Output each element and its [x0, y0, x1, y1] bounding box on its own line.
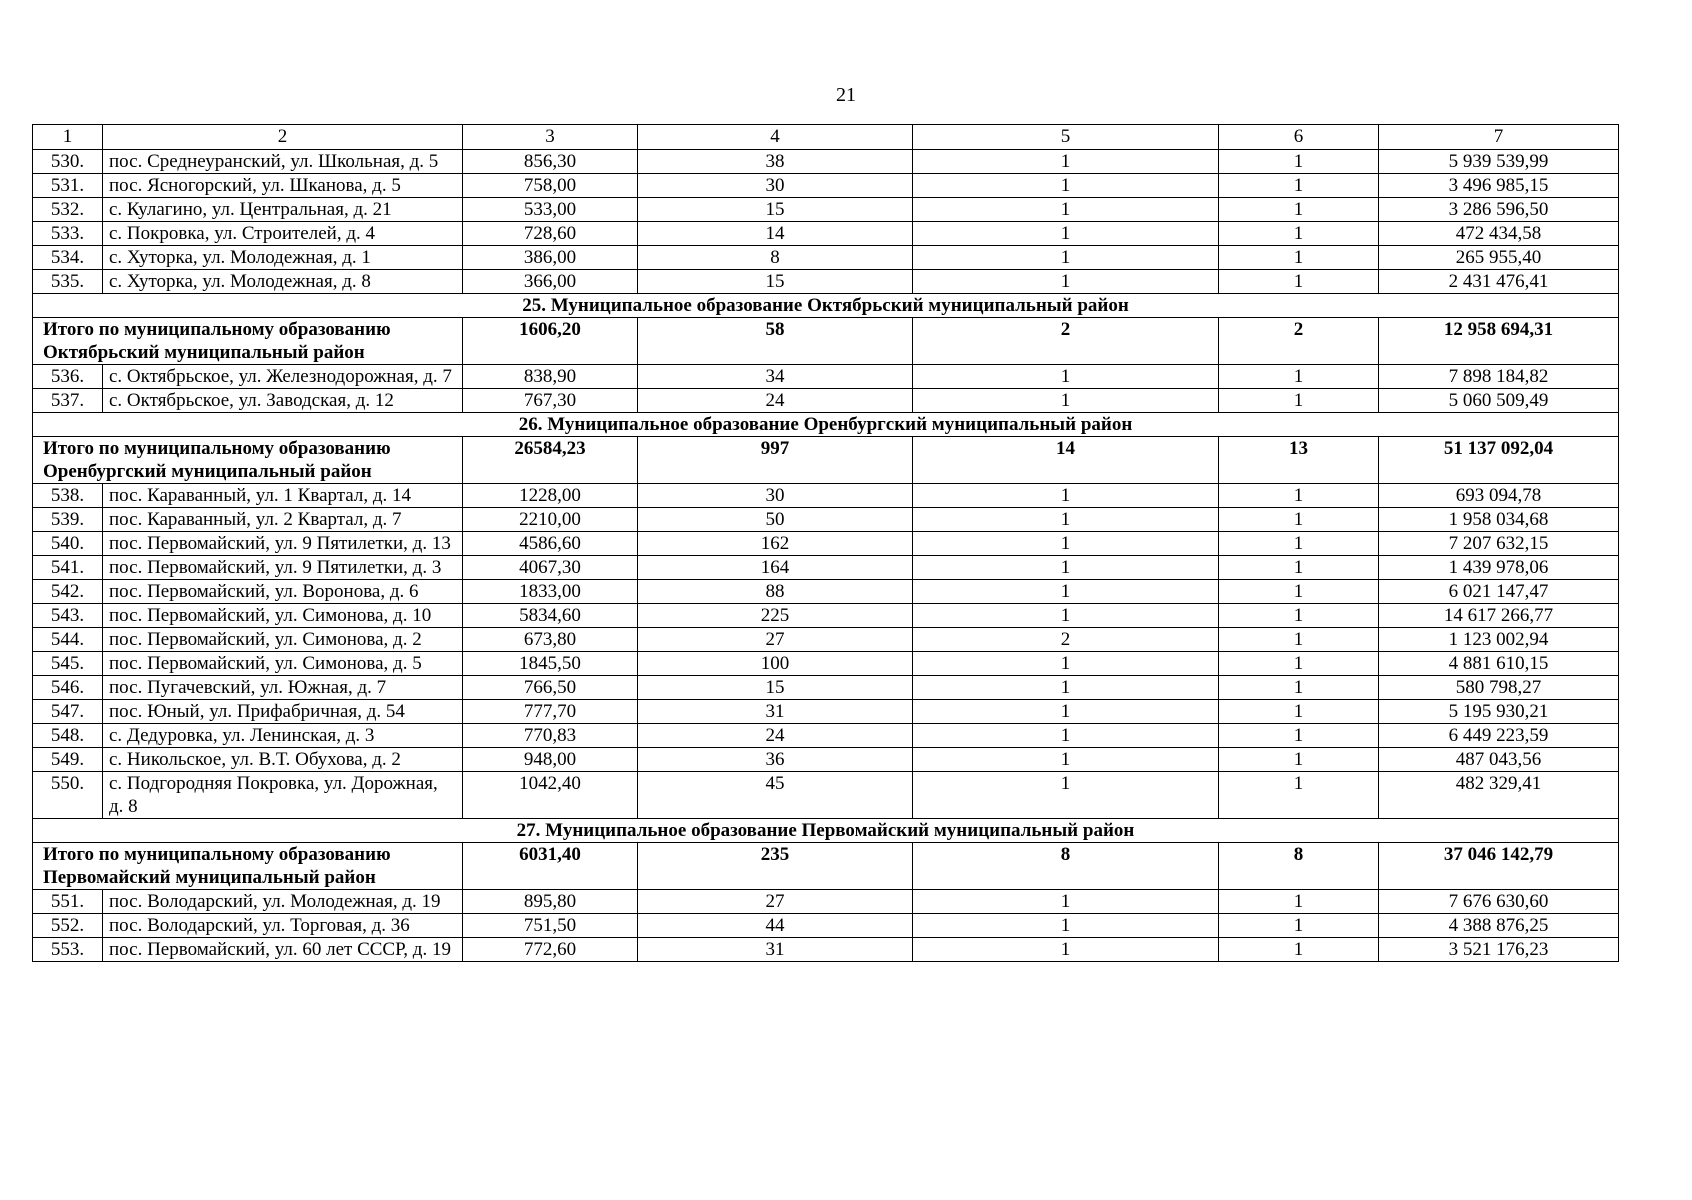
row-col5: 1 [913, 150, 1219, 174]
row-number: 538. [33, 484, 103, 508]
row-area: 4067,30 [463, 556, 638, 580]
table-body [33, 150, 1619, 962]
row-area: 895,80 [463, 890, 638, 914]
row-address: с. Дедуровка, ул. Ленинская, д. 3 [103, 724, 463, 748]
row-area: 758,00 [463, 174, 638, 198]
row-residents: 30 [638, 174, 913, 198]
row-residents: 36 [638, 748, 913, 772]
total-residents: 997 [638, 437, 913, 484]
row-area: 948,00 [463, 748, 638, 772]
row-address: пос. Первомайский, ул. 60 лет СССР, д. 19 [103, 938, 463, 962]
row-col6: 1 [1219, 700, 1379, 724]
table-row [33, 914, 1619, 938]
total-amount: 12 958 694,31 [1379, 318, 1619, 365]
row-col5: 1 [913, 890, 1219, 914]
row-amount: 5 060 509,49 [1379, 389, 1619, 413]
row-residents: 15 [638, 270, 913, 294]
row-address: пос. Первомайский, ул. Симонова, д. 2 [103, 628, 463, 652]
row-address: с. Хуторка, ул. Молодежная, д. 8 [103, 270, 463, 294]
row-address: с. Никольское, ул. В.Т. Обухова, д. 2 [103, 748, 463, 772]
row-col5: 1 [913, 246, 1219, 270]
row-col5: 1 [913, 484, 1219, 508]
row-amount: 6 021 147,47 [1379, 580, 1619, 604]
row-amount: 7 207 632,15 [1379, 532, 1619, 556]
row-col5: 1 [913, 676, 1219, 700]
row-address: с. Хуторка, ул. Молодежная, д. 1 [103, 246, 463, 270]
section-title: 26. Муниципальное образование Оренбургский муниципальный район [33, 413, 1619, 437]
column-header: 6 [1219, 125, 1379, 150]
row-col6: 1 [1219, 748, 1379, 772]
total-label: Итого по муниципальному образованию Первомайский муниципальный район [33, 843, 463, 890]
row-address: пос. Первомайский, ул. Воронова, д. 6 [103, 580, 463, 604]
row-address: пос. Ясногорский, ул. Шканова, д. 5 [103, 174, 463, 198]
table-row [33, 700, 1619, 724]
row-col5: 1 [913, 604, 1219, 628]
table-row [33, 772, 1619, 819]
row-amount: 1 439 978,06 [1379, 556, 1619, 580]
row-residents: 30 [638, 484, 913, 508]
table-row [33, 389, 1619, 413]
row-residents: 45 [638, 772, 913, 819]
table-row [33, 652, 1619, 676]
row-area: 1833,00 [463, 580, 638, 604]
row-col6: 1 [1219, 150, 1379, 174]
row-amount: 7 898 184,82 [1379, 365, 1619, 389]
row-col6: 1 [1219, 676, 1379, 700]
total-area: 1606,20 [463, 318, 638, 365]
total-area: 26584,23 [463, 437, 638, 484]
page-number: 21 [836, 84, 856, 106]
row-residents: 100 [638, 652, 913, 676]
row-residents: 50 [638, 508, 913, 532]
total-col5: 8 [913, 843, 1219, 890]
row-amount: 482 329,41 [1379, 772, 1619, 819]
total-col5: 2 [913, 318, 1219, 365]
row-residents: 27 [638, 628, 913, 652]
row-col5: 1 [913, 222, 1219, 246]
table-row [33, 748, 1619, 772]
total-row [33, 843, 1619, 890]
row-address: пос. Юный, ул. Прифабричная, д. 54 [103, 700, 463, 724]
table-row [33, 150, 1619, 174]
row-amount: 2 431 476,41 [1379, 270, 1619, 294]
row-number: 545. [33, 652, 103, 676]
row-col6: 1 [1219, 246, 1379, 270]
row-address: пос. Первомайский, ул. 9 Пятилетки, д. 13 [103, 532, 463, 556]
row-number: 539. [33, 508, 103, 532]
total-amount: 37 046 142,79 [1379, 843, 1619, 890]
table-row [33, 890, 1619, 914]
row-residents: 8 [638, 246, 913, 270]
table-row [33, 724, 1619, 748]
row-col6: 1 [1219, 556, 1379, 580]
row-area: 5834,60 [463, 604, 638, 628]
total-residents: 235 [638, 843, 913, 890]
table-row [33, 604, 1619, 628]
total-col6: 8 [1219, 843, 1379, 890]
table-row [33, 222, 1619, 246]
row-amount: 3 521 176,23 [1379, 938, 1619, 962]
row-address: с. Покровка, ул. Строителей, д. 4 [103, 222, 463, 246]
total-amount: 51 137 092,04 [1379, 437, 1619, 484]
row-address: пос. Караванный, ул. 1 Квартал, д. 14 [103, 484, 463, 508]
row-area: 770,83 [463, 724, 638, 748]
row-area: 767,30 [463, 389, 638, 413]
row-col5: 1 [913, 580, 1219, 604]
row-area: 2210,00 [463, 508, 638, 532]
total-area: 6031,40 [463, 843, 638, 890]
row-address: пос. Первомайский, ул. Симонова, д. 10 [103, 604, 463, 628]
section-heading-row [33, 413, 1619, 437]
row-number: 552. [33, 914, 103, 938]
column-number-header [33, 125, 1619, 150]
section-title: 25. Муниципальное образование Октябрьский муниципальный район [33, 294, 1619, 318]
column-header: 4 [638, 125, 913, 150]
row-col6: 1 [1219, 938, 1379, 962]
row-residents: 14 [638, 222, 913, 246]
row-number: 536. [33, 365, 103, 389]
row-address: пос. Пугачевский, ул. Южная, д. 7 [103, 676, 463, 700]
total-col6: 13 [1219, 437, 1379, 484]
row-col5: 1 [913, 389, 1219, 413]
row-residents: 24 [638, 389, 913, 413]
row-col6: 1 [1219, 890, 1379, 914]
row-col5: 1 [913, 198, 1219, 222]
row-number: 540. [33, 532, 103, 556]
total-residents: 58 [638, 318, 913, 365]
row-residents: 31 [638, 700, 913, 724]
total-label: Итого по муниципальному образованию Оренбургский муниципальный район [33, 437, 463, 484]
row-number: 541. [33, 556, 103, 580]
row-number: 543. [33, 604, 103, 628]
row-amount: 472 434,58 [1379, 222, 1619, 246]
table-row [33, 365, 1619, 389]
row-col6: 1 [1219, 724, 1379, 748]
row-number: 534. [33, 246, 103, 270]
column-header: 1 [33, 125, 103, 150]
row-number: 533. [33, 222, 103, 246]
row-address: пос. Володарский, ул. Молодежная, д. 19 [103, 890, 463, 914]
row-col6: 1 [1219, 198, 1379, 222]
row-number: 549. [33, 748, 103, 772]
row-address: с. Октябрьское, ул. Заводская, д. 12 [103, 389, 463, 413]
row-area: 838,90 [463, 365, 638, 389]
row-col5: 1 [913, 652, 1219, 676]
row-number: 553. [33, 938, 103, 962]
row-area: 728,60 [463, 222, 638, 246]
total-label: Итого по муниципальному образованию Октябрьский муниципальный район [33, 318, 463, 365]
row-area: 4586,60 [463, 532, 638, 556]
row-residents: 225 [638, 604, 913, 628]
row-residents: 15 [638, 676, 913, 700]
row-amount: 580 798,27 [1379, 676, 1619, 700]
table-row [33, 174, 1619, 198]
row-col6: 1 [1219, 580, 1379, 604]
row-residents: 31 [638, 938, 913, 962]
row-col6: 1 [1219, 652, 1379, 676]
section-title: 27. Муниципальное образование Первомайский муниципальный район [33, 819, 1619, 843]
row-area: 673,80 [463, 628, 638, 652]
row-amount: 7 676 630,60 [1379, 890, 1619, 914]
housing-register-table [32, 124, 1619, 962]
row-residents: 164 [638, 556, 913, 580]
total-row [33, 318, 1619, 365]
row-amount: 4 881 610,15 [1379, 652, 1619, 676]
row-address: пос. Володарский, ул. Торговая, д. 36 [103, 914, 463, 938]
row-col6: 1 [1219, 508, 1379, 532]
row-col5: 1 [913, 772, 1219, 819]
row-number: 551. [33, 890, 103, 914]
table-row [33, 628, 1619, 652]
row-amount: 487 043,56 [1379, 748, 1619, 772]
total-row [33, 437, 1619, 484]
row-area: 366,00 [463, 270, 638, 294]
row-address: с. Октябрьское, ул. Железнодорожная, д. 7 [103, 365, 463, 389]
row-number: 548. [33, 724, 103, 748]
row-number: 531. [33, 174, 103, 198]
row-col5: 1 [913, 174, 1219, 198]
row-number: 547. [33, 700, 103, 724]
row-address: с. Кулагино, ул. Центральная, д. 21 [103, 198, 463, 222]
row-col6: 1 [1219, 270, 1379, 294]
total-col6: 2 [1219, 318, 1379, 365]
row-col6: 1 [1219, 222, 1379, 246]
row-col5: 1 [913, 914, 1219, 938]
table-row [33, 198, 1619, 222]
row-col6: 1 [1219, 484, 1379, 508]
column-header: 2 [103, 125, 463, 150]
table-row [33, 508, 1619, 532]
row-residents: 24 [638, 724, 913, 748]
section-heading-row [33, 819, 1619, 843]
row-number: 542. [33, 580, 103, 604]
row-residents: 34 [638, 365, 913, 389]
row-address: пос. Первомайский, ул. 9 Пятилетки, д. 3 [103, 556, 463, 580]
row-col5: 1 [913, 724, 1219, 748]
row-col6: 1 [1219, 772, 1379, 819]
row-address: с. Подгородняя Покровка, ул. Дорожная, д. 8 [103, 772, 463, 819]
row-col5: 1 [913, 270, 1219, 294]
row-number: 532. [33, 198, 103, 222]
row-col5: 1 [913, 748, 1219, 772]
row-col6: 1 [1219, 532, 1379, 556]
row-residents: 15 [638, 198, 913, 222]
row-col6: 1 [1219, 389, 1379, 413]
row-area: 1042,40 [463, 772, 638, 819]
row-col5: 1 [913, 700, 1219, 724]
row-number: 535. [33, 270, 103, 294]
row-address: пос. Караванный, ул. 2 Квартал, д. 7 [103, 508, 463, 532]
row-area: 751,50 [463, 914, 638, 938]
row-address: пос. Среднеуранский, ул. Школьная, д. 5 [103, 150, 463, 174]
row-col6: 1 [1219, 628, 1379, 652]
row-residents: 162 [638, 532, 913, 556]
section-heading-row [33, 294, 1619, 318]
row-amount: 3 496 985,15 [1379, 174, 1619, 198]
row-residents: 44 [638, 914, 913, 938]
table-row [33, 532, 1619, 556]
row-number: 550. [33, 772, 103, 819]
row-col6: 1 [1219, 174, 1379, 198]
row-area: 856,30 [463, 150, 638, 174]
row-number: 544. [33, 628, 103, 652]
row-amount: 4 388 876,25 [1379, 914, 1619, 938]
table-row [33, 580, 1619, 604]
table-row [33, 938, 1619, 962]
row-area: 386,00 [463, 246, 638, 270]
row-number: 530. [33, 150, 103, 174]
row-residents: 27 [638, 890, 913, 914]
row-number: 546. [33, 676, 103, 700]
row-col5: 2 [913, 628, 1219, 652]
row-col5: 1 [913, 938, 1219, 962]
row-col6: 1 [1219, 604, 1379, 628]
table-row [33, 556, 1619, 580]
row-area: 777,70 [463, 700, 638, 724]
total-col5: 14 [913, 437, 1219, 484]
row-area: 1845,50 [463, 652, 638, 676]
row-amount: 5 195 930,21 [1379, 700, 1619, 724]
row-area: 766,50 [463, 676, 638, 700]
table-row [33, 676, 1619, 700]
column-header: 7 [1379, 125, 1619, 150]
row-amount: 5 939 539,99 [1379, 150, 1619, 174]
row-amount: 3 286 596,50 [1379, 198, 1619, 222]
row-amount: 1 958 034,68 [1379, 508, 1619, 532]
row-number: 537. [33, 389, 103, 413]
row-col5: 1 [913, 365, 1219, 389]
column-header: 5 [913, 125, 1219, 150]
row-residents: 88 [638, 580, 913, 604]
column-header: 3 [463, 125, 638, 150]
row-amount: 1 123 002,94 [1379, 628, 1619, 652]
row-amount: 6 449 223,59 [1379, 724, 1619, 748]
row-residents: 38 [638, 150, 913, 174]
table-row [33, 246, 1619, 270]
row-area: 533,00 [463, 198, 638, 222]
row-col5: 1 [913, 532, 1219, 556]
table-row [33, 484, 1619, 508]
row-area: 1228,00 [463, 484, 638, 508]
row-col6: 1 [1219, 365, 1379, 389]
row-amount: 265 955,40 [1379, 246, 1619, 270]
row-amount: 693 094,78 [1379, 484, 1619, 508]
row-address: пос. Первомайский, ул. Симонова, д. 5 [103, 652, 463, 676]
table-row [33, 270, 1619, 294]
row-area: 772,60 [463, 938, 638, 962]
row-col5: 1 [913, 508, 1219, 532]
row-col5: 1 [913, 556, 1219, 580]
row-col6: 1 [1219, 914, 1379, 938]
row-amount: 14 617 266,77 [1379, 604, 1619, 628]
